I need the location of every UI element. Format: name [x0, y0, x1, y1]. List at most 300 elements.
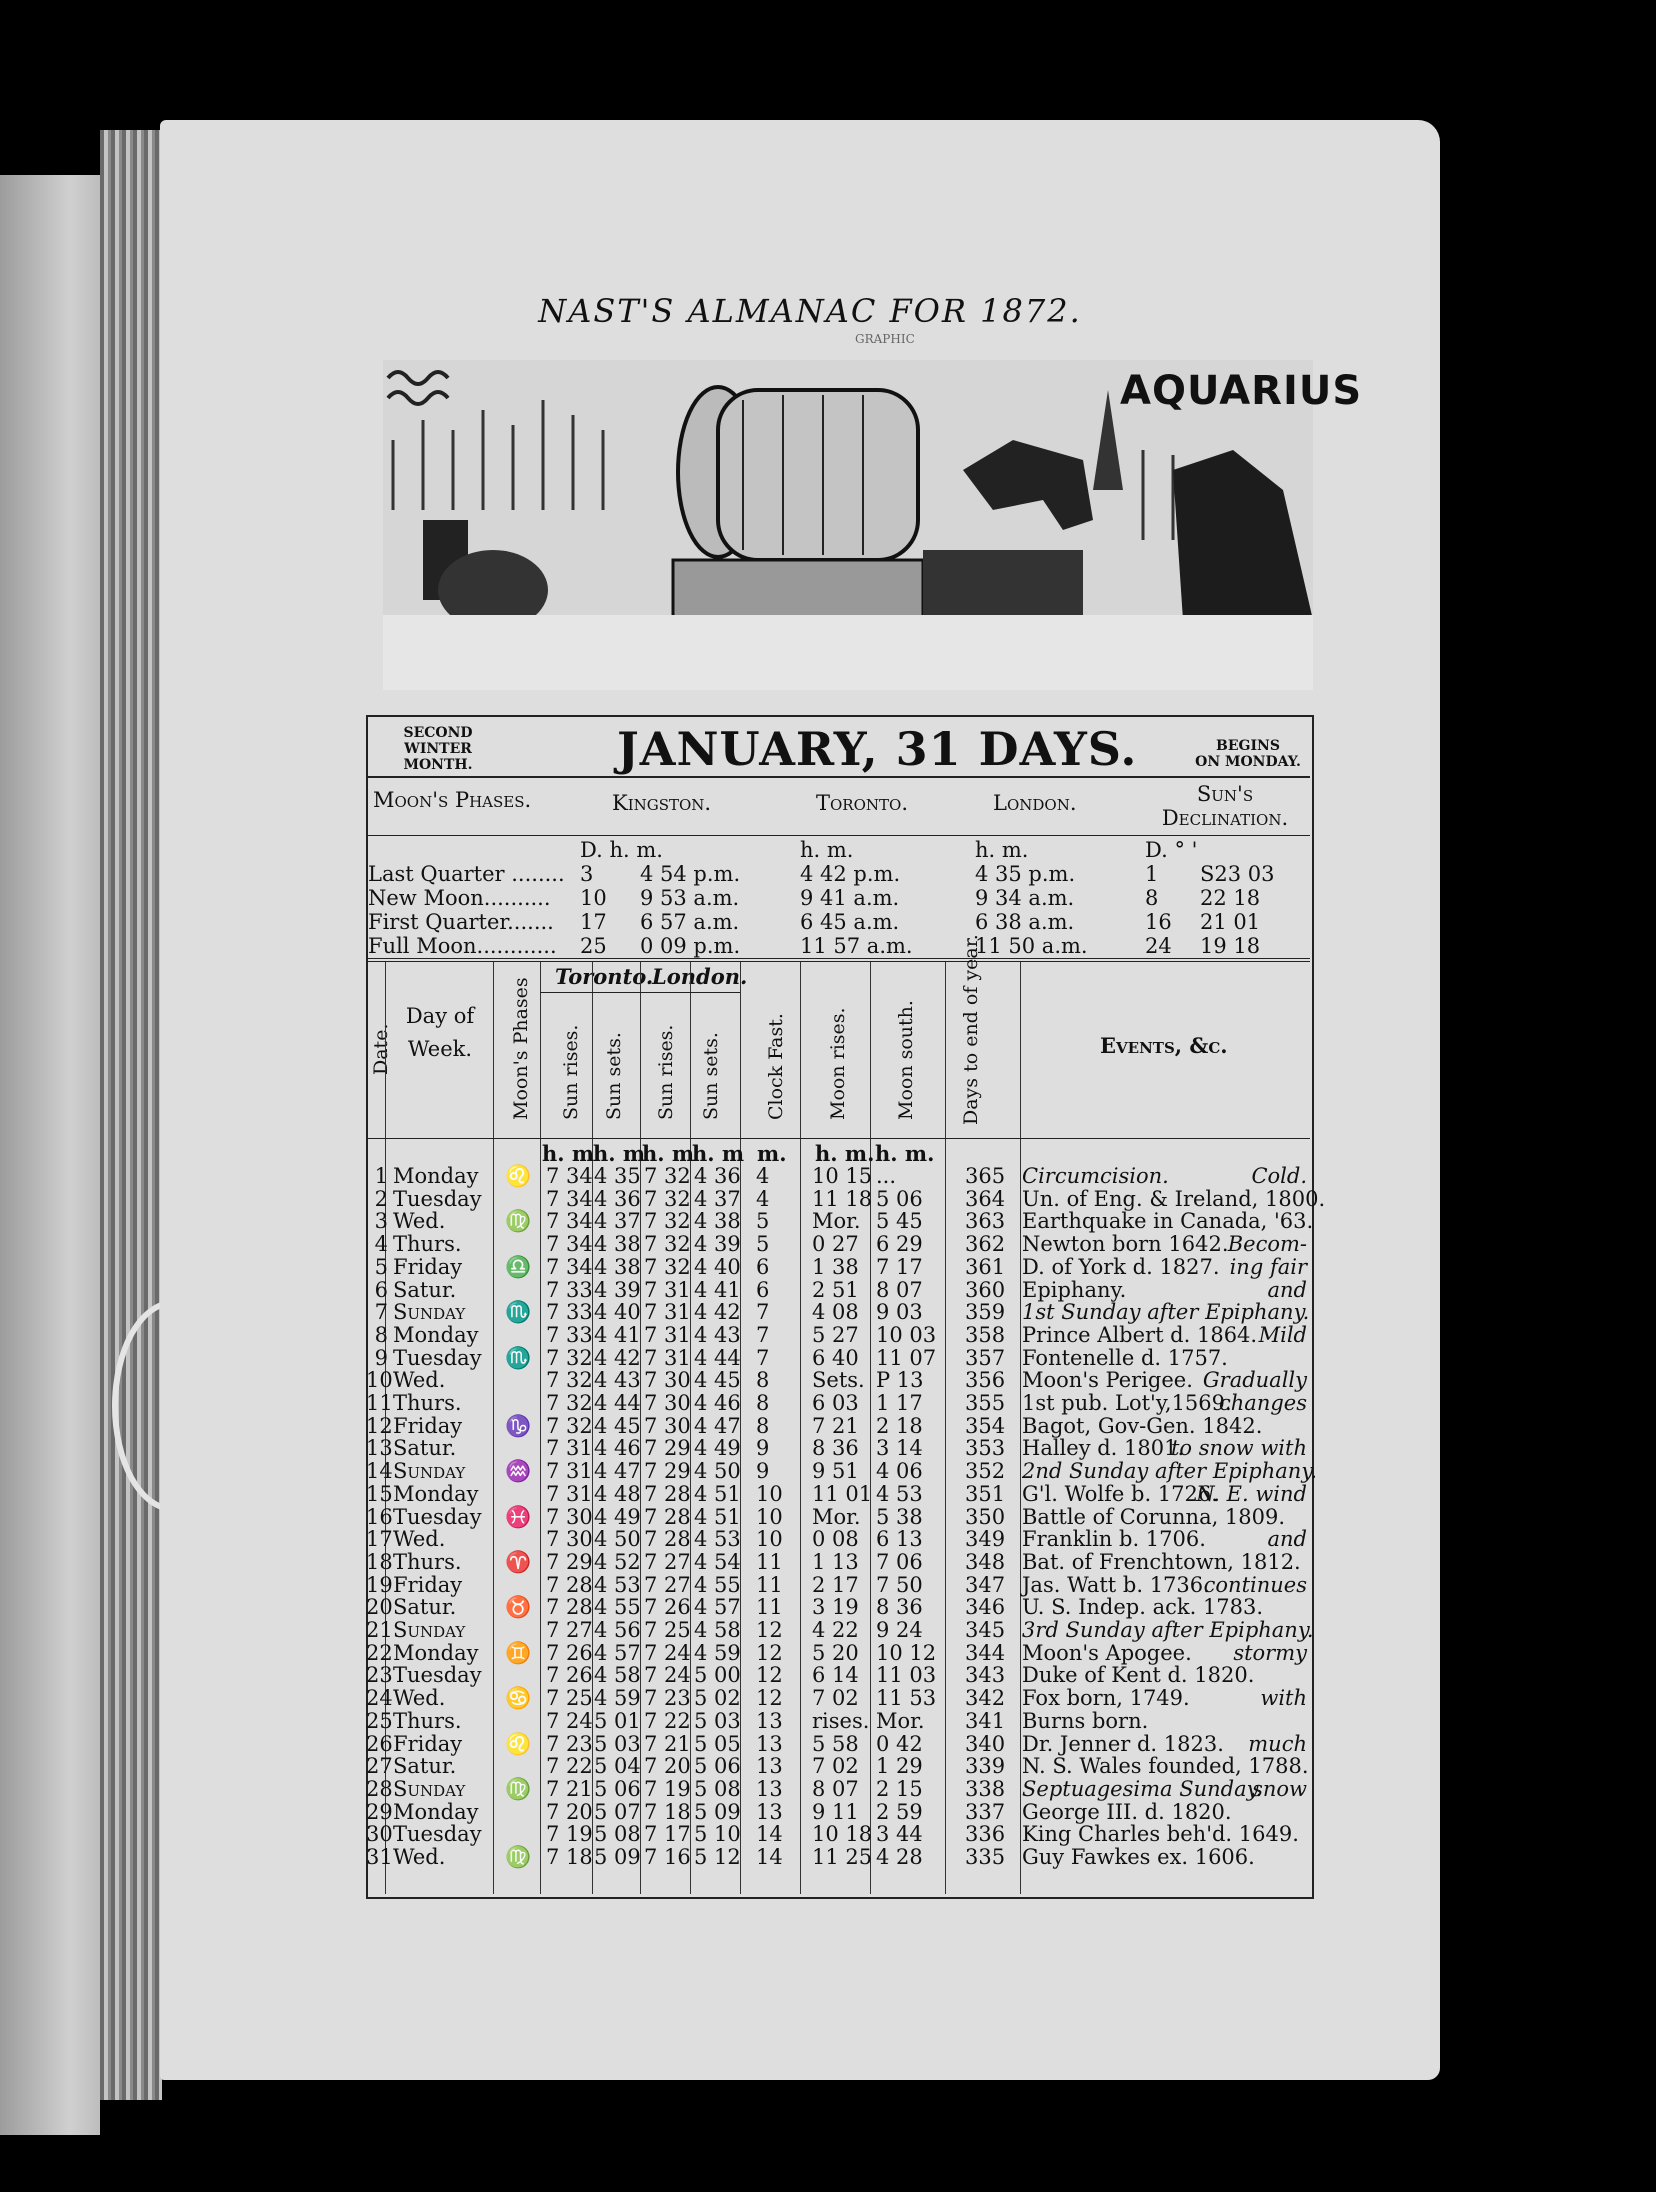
- row-event: 3rd Sunday after Epiphany.: [1022, 1618, 1314, 1642]
- row-moon-rises: 11 01: [812, 1481, 873, 1506]
- row-days-to-end: 361: [965, 1254, 1006, 1279]
- row-weekday: Satur.: [393, 1754, 457, 1779]
- row-day-number: 20: [366, 1595, 393, 1620]
- row-clock-fast: 4: [756, 1164, 770, 1188]
- row-clock-fast: 10: [756, 1481, 783, 1506]
- row-event: Burns born.: [1022, 1708, 1149, 1733]
- row-moon-south: 9 03: [876, 1300, 923, 1325]
- row-day-number: 26: [366, 1731, 393, 1756]
- zodiac-sign-title: AQUARIUS: [1120, 368, 1363, 414]
- row-days-to-end: 359: [965, 1300, 1006, 1325]
- phases-head-london: London.: [993, 791, 1077, 815]
- row-days-to-end: 344: [965, 1640, 1006, 1665]
- row-day-number: 14: [366, 1459, 393, 1484]
- row-days-to-end: 338: [965, 1776, 1006, 1801]
- row-days-to-end: 364: [965, 1186, 1006, 1211]
- row-weekday: Friday: [393, 1572, 463, 1597]
- row-moon-phase-sign: ♈: [505, 1549, 532, 1574]
- row-toronto-sunset: 4 46: [594, 1436, 641, 1461]
- row-london-sunrise: 7 16: [644, 1845, 691, 1869]
- row-days-to-end: 355: [965, 1391, 1006, 1415]
- row-toronto-sunrise: 7 28: [546, 1572, 593, 1597]
- row-days-to-end: 357: [965, 1345, 1006, 1370]
- row-event: Battle of Corunna, 1809.: [1022, 1504, 1286, 1529]
- row-event: Bagot, Gov-Gen. 1842.: [1022, 1413, 1263, 1438]
- row-moon-rises: 4 22: [812, 1618, 859, 1642]
- row-weekday: Monday: [393, 1164, 479, 1188]
- units-london: h. m.: [975, 838, 1029, 862]
- row-clock-fast: 9: [756, 1436, 770, 1461]
- row-london-sunset: 4 47: [694, 1413, 741, 1438]
- row-day-number: 8: [374, 1322, 388, 1347]
- row-days-to-end: 354: [965, 1413, 1006, 1438]
- row-toronto-sunset: 4 41: [594, 1322, 641, 1347]
- row-moon-south: 1 17: [876, 1391, 923, 1415]
- row-weekday: Thurs.: [393, 1549, 462, 1574]
- row-moon-south: ...: [876, 1164, 897, 1188]
- row-days-to-end: 350: [965, 1504, 1006, 1529]
- row-days-to-end: 348: [965, 1549, 1006, 1574]
- row-moon-phase-sign: ♏: [505, 1300, 532, 1325]
- row-london-sunset: 4 46: [694, 1391, 741, 1415]
- row-london-sunset: 5 03: [694, 1708, 741, 1733]
- row-toronto-sunrise: 7 24: [546, 1708, 593, 1733]
- row-clock-fast: 8: [756, 1413, 770, 1438]
- row-london-sunset: 4 44: [694, 1345, 741, 1370]
- row-days-to-end: 362: [965, 1232, 1006, 1257]
- row-london-sunrise: 7 22: [644, 1708, 691, 1733]
- row-london-sunset: 4 51: [694, 1481, 741, 1506]
- row-weather-note: Becom-: [1227, 1232, 1307, 1257]
- row-clock-fast: 14: [756, 1845, 783, 1869]
- row-toronto-sunset: 4 50: [594, 1527, 641, 1552]
- row-london-sunrise: 7 24: [644, 1640, 691, 1665]
- col-events: Events, &c.: [1100, 1033, 1228, 1058]
- col-day-of-week: Day of Week.: [405, 1004, 475, 1061]
- row-clock-fast: 12: [756, 1663, 783, 1688]
- facing-page: [0, 175, 100, 2135]
- row-toronto-sunrise: 7 33: [546, 1322, 593, 1347]
- row-weekday: Tuesday: [393, 1504, 482, 1529]
- row-event: Moon's Apogee.: [1022, 1640, 1192, 1665]
- phase-sun-declination: 22 18: [1200, 886, 1261, 910]
- row-days-to-end: 337: [965, 1799, 1006, 1824]
- row-day-number: 23: [366, 1663, 393, 1688]
- row-moon-rises: 7 02: [812, 1754, 859, 1779]
- row-london-sunrise: 7 30: [644, 1368, 691, 1393]
- row-moon-south: 0 42: [876, 1731, 923, 1756]
- row-clock-fast: 6: [756, 1254, 770, 1279]
- row-moon-phase-sign: ♌: [505, 1731, 532, 1756]
- row-clock-fast: 8: [756, 1368, 770, 1393]
- col-date: Date.: [370, 1023, 392, 1075]
- row-moon-south: 11 53: [876, 1686, 937, 1711]
- phase-kingston-time: 4 54 p.m.: [640, 862, 741, 886]
- phase-sun-declination: 21 01: [1200, 910, 1261, 934]
- col-london-sun-sets: Sun sets.: [700, 1032, 722, 1120]
- units-kingston: D. h. m.: [580, 838, 663, 862]
- row-moon-south: 6 29: [876, 1232, 923, 1257]
- row-weekday: Tuesday: [393, 1822, 482, 1847]
- row-clock-fast: 5: [756, 1209, 770, 1234]
- row-moon-south: 7 06: [876, 1549, 923, 1574]
- row-london-sunset: 4 59: [694, 1640, 741, 1665]
- row-london-sunrise: 7 32: [644, 1209, 691, 1234]
- row-event: Fontenelle d. 1757.: [1022, 1345, 1228, 1370]
- row-days-to-end: 343: [965, 1663, 1006, 1688]
- row-london-sunrise: 7 29: [644, 1459, 691, 1484]
- row-london-sunset: 4 50: [694, 1459, 741, 1484]
- row-moon-rises: 0 08: [812, 1527, 859, 1552]
- row-event: Duke of Kent d. 1820.: [1022, 1663, 1255, 1688]
- row-weekday: Thurs.: [393, 1391, 462, 1415]
- row-weekday: Wed.: [393, 1209, 446, 1234]
- phase-kingston-time: 9 53 a.m.: [640, 886, 740, 910]
- row-day-number: 27: [366, 1754, 393, 1779]
- month-title: JANUARY, 31 DAYS.: [617, 722, 1138, 776]
- row-moon-rises: 8 36: [812, 1436, 859, 1461]
- column-rule: [800, 962, 801, 1894]
- phases-head-kingston: Kingston.: [612, 791, 712, 815]
- row-event: Un. of Eng. & Ireland, 1800.: [1022, 1186, 1326, 1211]
- row-weekday: Thurs.: [393, 1708, 462, 1733]
- row-london-sunset: 5 02: [694, 1686, 741, 1711]
- row-clock-fast: 11: [756, 1572, 783, 1597]
- row-moon-south: P 13: [876, 1368, 924, 1393]
- column-rule: [1020, 962, 1021, 1894]
- unit-label: h. m: [642, 1141, 695, 1166]
- phase-sun-declination: S23 03: [1200, 862, 1275, 886]
- row-moon-rises: 6 03: [812, 1391, 859, 1415]
- row-moon-south: 8 07: [876, 1277, 923, 1302]
- row-moon-south: 10 12: [876, 1640, 937, 1665]
- row-weather-note: Gradually: [1202, 1368, 1307, 1393]
- row-london-sunset: 4 39: [694, 1232, 741, 1257]
- row-moon-phase-sign: ♉: [505, 1595, 532, 1620]
- row-moon-rises: 7 21: [812, 1413, 859, 1438]
- row-weekday: Friday: [393, 1731, 463, 1756]
- book-spine: [100, 130, 162, 2100]
- row-clock-fast: 12: [756, 1618, 783, 1642]
- row-toronto-sunset: 4 53: [594, 1572, 641, 1597]
- row-day-number: 24: [366, 1686, 393, 1711]
- row-moon-south: 4 53: [876, 1481, 923, 1506]
- row-london-sunrise: 7 28: [644, 1481, 691, 1506]
- row-toronto-sunset: 4 52: [594, 1549, 641, 1574]
- row-toronto-sunrise: 7 33: [546, 1277, 593, 1302]
- row-event: Septuagesima Sunday.: [1022, 1776, 1263, 1801]
- row-weather-note: and: [1267, 1277, 1307, 1302]
- rule: [366, 776, 1310, 778]
- row-event: 1st pub. Lot'y,1569.: [1022, 1391, 1232, 1415]
- row-toronto-sunrise: 7 27: [546, 1618, 593, 1642]
- row-moon-rises: Mor.: [812, 1209, 861, 1234]
- row-days-to-end: 351: [965, 1481, 1006, 1506]
- row-toronto-sunset: 4 55: [594, 1595, 641, 1620]
- row-toronto-sunset: 4 40: [594, 1300, 641, 1325]
- row-event: George III. d. 1820.: [1022, 1799, 1232, 1824]
- row-clock-fast: 11: [756, 1549, 783, 1574]
- phase-toronto-time: 9 41 a.m.: [800, 886, 900, 910]
- row-moon-rises: 2 17: [812, 1572, 859, 1597]
- row-moon-rises: 5 20: [812, 1640, 859, 1665]
- row-moon-rises: 7 02: [812, 1686, 859, 1711]
- row-moon-rises: 5 58: [812, 1731, 859, 1756]
- row-london-sunset: 5 09: [694, 1799, 741, 1824]
- row-london-sunset: 5 10: [694, 1822, 741, 1847]
- unit-label: h. m.: [815, 1141, 875, 1166]
- row-toronto-sunrise: 7 32: [546, 1345, 593, 1370]
- row-toronto-sunset: 5 03: [594, 1731, 641, 1756]
- row-moon-phase-sign: ♊: [505, 1640, 532, 1665]
- row-day-number: 28: [366, 1776, 393, 1801]
- row-weekday: Satur.: [393, 1436, 457, 1461]
- row-clock-fast: 11: [756, 1595, 783, 1620]
- row-day-number: 5: [374, 1254, 388, 1279]
- row-clock-fast: 5: [756, 1232, 770, 1257]
- phase-phase-name: New Moon..........: [368, 886, 551, 910]
- row-clock-fast: 10: [756, 1504, 783, 1529]
- row-toronto-sunrise: 7 31: [546, 1459, 593, 1484]
- row-event: Newton born 1642.: [1022, 1232, 1229, 1257]
- row-event: G'l. Wolfe b. 1726.: [1022, 1481, 1218, 1506]
- phase-toronto-time: 11 57 a.m.: [800, 934, 913, 958]
- row-london-sunset: 4 40: [694, 1254, 741, 1279]
- row-london-sunset: 5 12: [694, 1845, 741, 1869]
- row-moon-rises: 9 11: [812, 1799, 859, 1824]
- row-toronto-sunrise: 7 26: [546, 1663, 593, 1688]
- row-days-to-end: 347: [965, 1572, 1006, 1597]
- row-toronto-sunrise: 7 31: [546, 1436, 593, 1461]
- row-moon-rises: 4 08: [812, 1300, 859, 1325]
- row-weather-note: Cold.: [1251, 1164, 1307, 1188]
- row-weather-note: stormy: [1233, 1640, 1307, 1665]
- row-clock-fast: 7: [756, 1345, 770, 1370]
- row-days-to-end: 363: [965, 1209, 1006, 1234]
- row-weekday: Satur.: [393, 1277, 457, 1302]
- row-moon-rises: rises.: [812, 1708, 870, 1733]
- phase-kingston-day: 3: [580, 862, 594, 886]
- row-day-number: 21: [366, 1618, 393, 1642]
- row-days-to-end: 358: [965, 1322, 1006, 1347]
- units-toronto: h. m.: [800, 838, 854, 862]
- row-moon-south: 2 18: [876, 1413, 923, 1438]
- column-rule: [493, 962, 494, 1894]
- row-day-number: 7: [374, 1300, 388, 1325]
- row-moon-south: 5 45: [876, 1209, 923, 1234]
- rule: [366, 835, 1310, 836]
- row-weather-note: and: [1267, 1527, 1307, 1552]
- phases-head-toronto: Toronto.: [816, 791, 908, 815]
- row-moon-rises: 6 40: [812, 1345, 859, 1370]
- row-event: N. S. Wales founded, 1788.: [1022, 1754, 1309, 1779]
- row-moon-rises: Mor.: [812, 1504, 861, 1529]
- row-weekday: Sunday: [393, 1618, 466, 1642]
- row-weather-note: with: [1260, 1686, 1307, 1711]
- row-london-sunrise: 7 25: [644, 1618, 691, 1642]
- row-weekday: Sunday: [393, 1776, 466, 1801]
- row-moon-rises: 10 18: [812, 1822, 873, 1847]
- row-london-sunrise: 7 30: [644, 1413, 691, 1438]
- row-london-sunrise: 7 32: [644, 1164, 691, 1188]
- phase-phase-name: Full Moon............: [368, 934, 557, 958]
- row-moon-rises: 11 18: [812, 1186, 873, 1211]
- row-days-to-end: 345: [965, 1618, 1006, 1642]
- row-day-number: 19: [366, 1572, 393, 1597]
- row-clock-fast: 12: [756, 1640, 783, 1665]
- phase-sun-day: 1: [1145, 862, 1159, 886]
- row-london-sunset: 4 42: [694, 1300, 741, 1325]
- row-london-sunrise: 7 32: [644, 1186, 691, 1211]
- row-weekday: Sunday: [393, 1459, 466, 1484]
- row-moon-rises: 6 14: [812, 1663, 859, 1688]
- row-moon-rises: 9 51: [812, 1459, 859, 1484]
- row-weekday: Tuesday: [393, 1186, 482, 1211]
- row-moon-south: 9 24: [876, 1618, 923, 1642]
- row-london-sunrise: 7 31: [644, 1300, 691, 1325]
- row-toronto-sunrise: 7 25: [546, 1686, 593, 1711]
- row-toronto-sunrise: 7 29: [546, 1549, 593, 1574]
- row-weekday: Monday: [393, 1640, 479, 1665]
- row-toronto-sunrise: 7 28: [546, 1595, 593, 1620]
- row-toronto-sunset: 4 35: [594, 1164, 641, 1188]
- row-london-sunset: 4 38: [694, 1209, 741, 1234]
- row-toronto-sunrise: 7 31: [546, 1481, 593, 1506]
- column-rule: [870, 962, 871, 1894]
- row-toronto-sunset: 4 57: [594, 1640, 641, 1665]
- row-moon-south: 6 13: [876, 1527, 923, 1552]
- row-toronto-sunrise: 7 30: [546, 1527, 593, 1552]
- row-clock-fast: 13: [756, 1799, 783, 1824]
- col-days-to-end: Days to end of year.: [960, 934, 982, 1125]
- phase-phase-name: Last Quarter ........: [368, 862, 565, 886]
- row-moon-south: 2 59: [876, 1799, 923, 1824]
- row-toronto-sunrise: 7 32: [546, 1391, 593, 1415]
- phase-phase-name: First Quarter.......: [368, 910, 554, 934]
- row-days-to-end: 360: [965, 1277, 1006, 1302]
- row-clock-fast: 13: [756, 1776, 783, 1801]
- rule: [366, 1138, 1310, 1139]
- row-weekday: Monday: [393, 1799, 479, 1824]
- row-london-sunrise: 7 27: [644, 1549, 691, 1574]
- row-london-sunset: 4 51: [694, 1504, 741, 1529]
- row-moon-south: 11 07: [876, 1345, 937, 1370]
- row-toronto-sunrise: 7 34: [546, 1254, 593, 1279]
- phase-kingston-day: 17: [580, 910, 607, 934]
- row-moon-south: 7 50: [876, 1572, 923, 1597]
- row-moon-phase-sign: ♍: [505, 1209, 532, 1234]
- phase-london-time: 11 50 a.m.: [975, 934, 1088, 958]
- phase-london-time: 6 38 a.m.: [975, 910, 1075, 934]
- row-event: 2nd Sunday after Epiphany.: [1022, 1459, 1318, 1484]
- row-day-number: 11: [366, 1391, 393, 1415]
- row-toronto-sunset: 5 01: [594, 1708, 641, 1733]
- row-day-number: 1: [374, 1164, 388, 1188]
- col-moon-phases: Moon's Phases: [510, 977, 532, 1120]
- row-weekday: Wed.: [393, 1527, 446, 1552]
- phase-kingston-day: 10: [580, 886, 607, 910]
- row-day-number: 3: [374, 1209, 388, 1234]
- row-toronto-sunrise: 7 34: [546, 1209, 593, 1234]
- library-stamp: GRAPHIC: [855, 332, 915, 346]
- row-day-number: 6: [374, 1277, 388, 1302]
- row-day-number: 13: [366, 1436, 393, 1461]
- phase-toronto-time: 4 42 p.m.: [800, 862, 901, 886]
- row-moon-phase-sign: ♍: [505, 1845, 532, 1869]
- row-toronto-sunset: 4 58: [594, 1663, 641, 1688]
- row-toronto-sunrise: 7 26: [546, 1640, 593, 1665]
- row-london-sunrise: 7 28: [644, 1527, 691, 1552]
- row-london-sunset: 5 08: [694, 1776, 741, 1801]
- row-toronto-sunset: 4 37: [594, 1209, 641, 1234]
- row-london-sunrise: 7 21: [644, 1731, 691, 1756]
- row-toronto-sunrise: 7 18: [546, 1845, 593, 1869]
- col-london-sun-rises: Sun rises.: [655, 1024, 677, 1120]
- row-event: Earthquake in Canada, '63.: [1022, 1209, 1314, 1234]
- row-toronto-sunset: 4 38: [594, 1254, 641, 1279]
- row-toronto-sunset: 4 44: [594, 1391, 641, 1415]
- col-toronto-sun-rises: Sun rises.: [560, 1024, 582, 1120]
- row-london-sunset: 4 57: [694, 1595, 741, 1620]
- row-moon-phase-sign: ♑: [505, 1413, 532, 1438]
- row-days-to-end: 335: [965, 1845, 1006, 1869]
- row-london-sunrise: 7 32: [644, 1232, 691, 1257]
- row-moon-phase-sign: ♍: [505, 1776, 532, 1801]
- row-toronto-sunrise: 7 19: [546, 1822, 593, 1847]
- row-event: 1st Sunday after Epiphany.: [1022, 1300, 1310, 1325]
- row-day-number: 22: [366, 1640, 393, 1665]
- column-rule: [540, 962, 541, 1894]
- row-moon-phase-sign: ♋: [505, 1686, 532, 1711]
- units-sun: D. ° ': [1145, 838, 1198, 862]
- phase-sun-declination: 19 18: [1200, 934, 1261, 958]
- column-rule: [945, 962, 946, 1894]
- row-moon-rises: Sets.: [812, 1368, 865, 1393]
- row-toronto-sunset: 5 06: [594, 1776, 641, 1801]
- row-clock-fast: 12: [756, 1686, 783, 1711]
- row-london-sunrise: 7 19: [644, 1776, 691, 1801]
- row-weekday: Wed.: [393, 1845, 446, 1869]
- row-weather-note: Mild: [1258, 1322, 1307, 1347]
- col-toronto-sun-sets: Sun sets.: [603, 1032, 625, 1120]
- row-toronto-sunset: 4 49: [594, 1504, 641, 1529]
- row-moon-phase-sign: ♏: [505, 1345, 532, 1370]
- row-day-number: 18: [366, 1549, 393, 1574]
- row-london-sunset: 5 05: [694, 1731, 741, 1756]
- col-moon-rises: Moon rises.: [827, 1007, 849, 1120]
- phase-london-time: 4 35 p.m.: [975, 862, 1076, 886]
- row-event: Bat. of Frenchtown, 1812.: [1022, 1549, 1301, 1574]
- row-moon-south: 4 28: [876, 1845, 923, 1869]
- row-toronto-sunrise: 7 34: [546, 1186, 593, 1211]
- row-days-to-end: 339: [965, 1754, 1006, 1779]
- phases-head-sun: Sun's Declination.: [1161, 782, 1289, 830]
- row-clock-fast: 13: [756, 1708, 783, 1733]
- phase-sun-day: 8: [1145, 886, 1159, 910]
- row-moon-phase-sign: ♒: [505, 1459, 532, 1484]
- month-season-note: SECOND WINTER MONTH.: [403, 725, 473, 773]
- row-day-number: 30: [366, 1822, 393, 1847]
- row-london-sunrise: 7 18: [644, 1799, 691, 1824]
- row-toronto-sunset: 4 36: [594, 1186, 641, 1211]
- row-weather-note: much: [1248, 1731, 1307, 1756]
- row-toronto-sunrise: 7 34: [546, 1164, 593, 1188]
- row-event: Circumcision.: [1022, 1164, 1169, 1188]
- row-london-sunrise: 7 31: [644, 1345, 691, 1370]
- phase-sun-day: 24: [1145, 934, 1172, 958]
- row-toronto-sunrise: 7 21: [546, 1776, 593, 1801]
- running-header: NAST'S ALMANAC FOR 1872.: [538, 292, 1082, 330]
